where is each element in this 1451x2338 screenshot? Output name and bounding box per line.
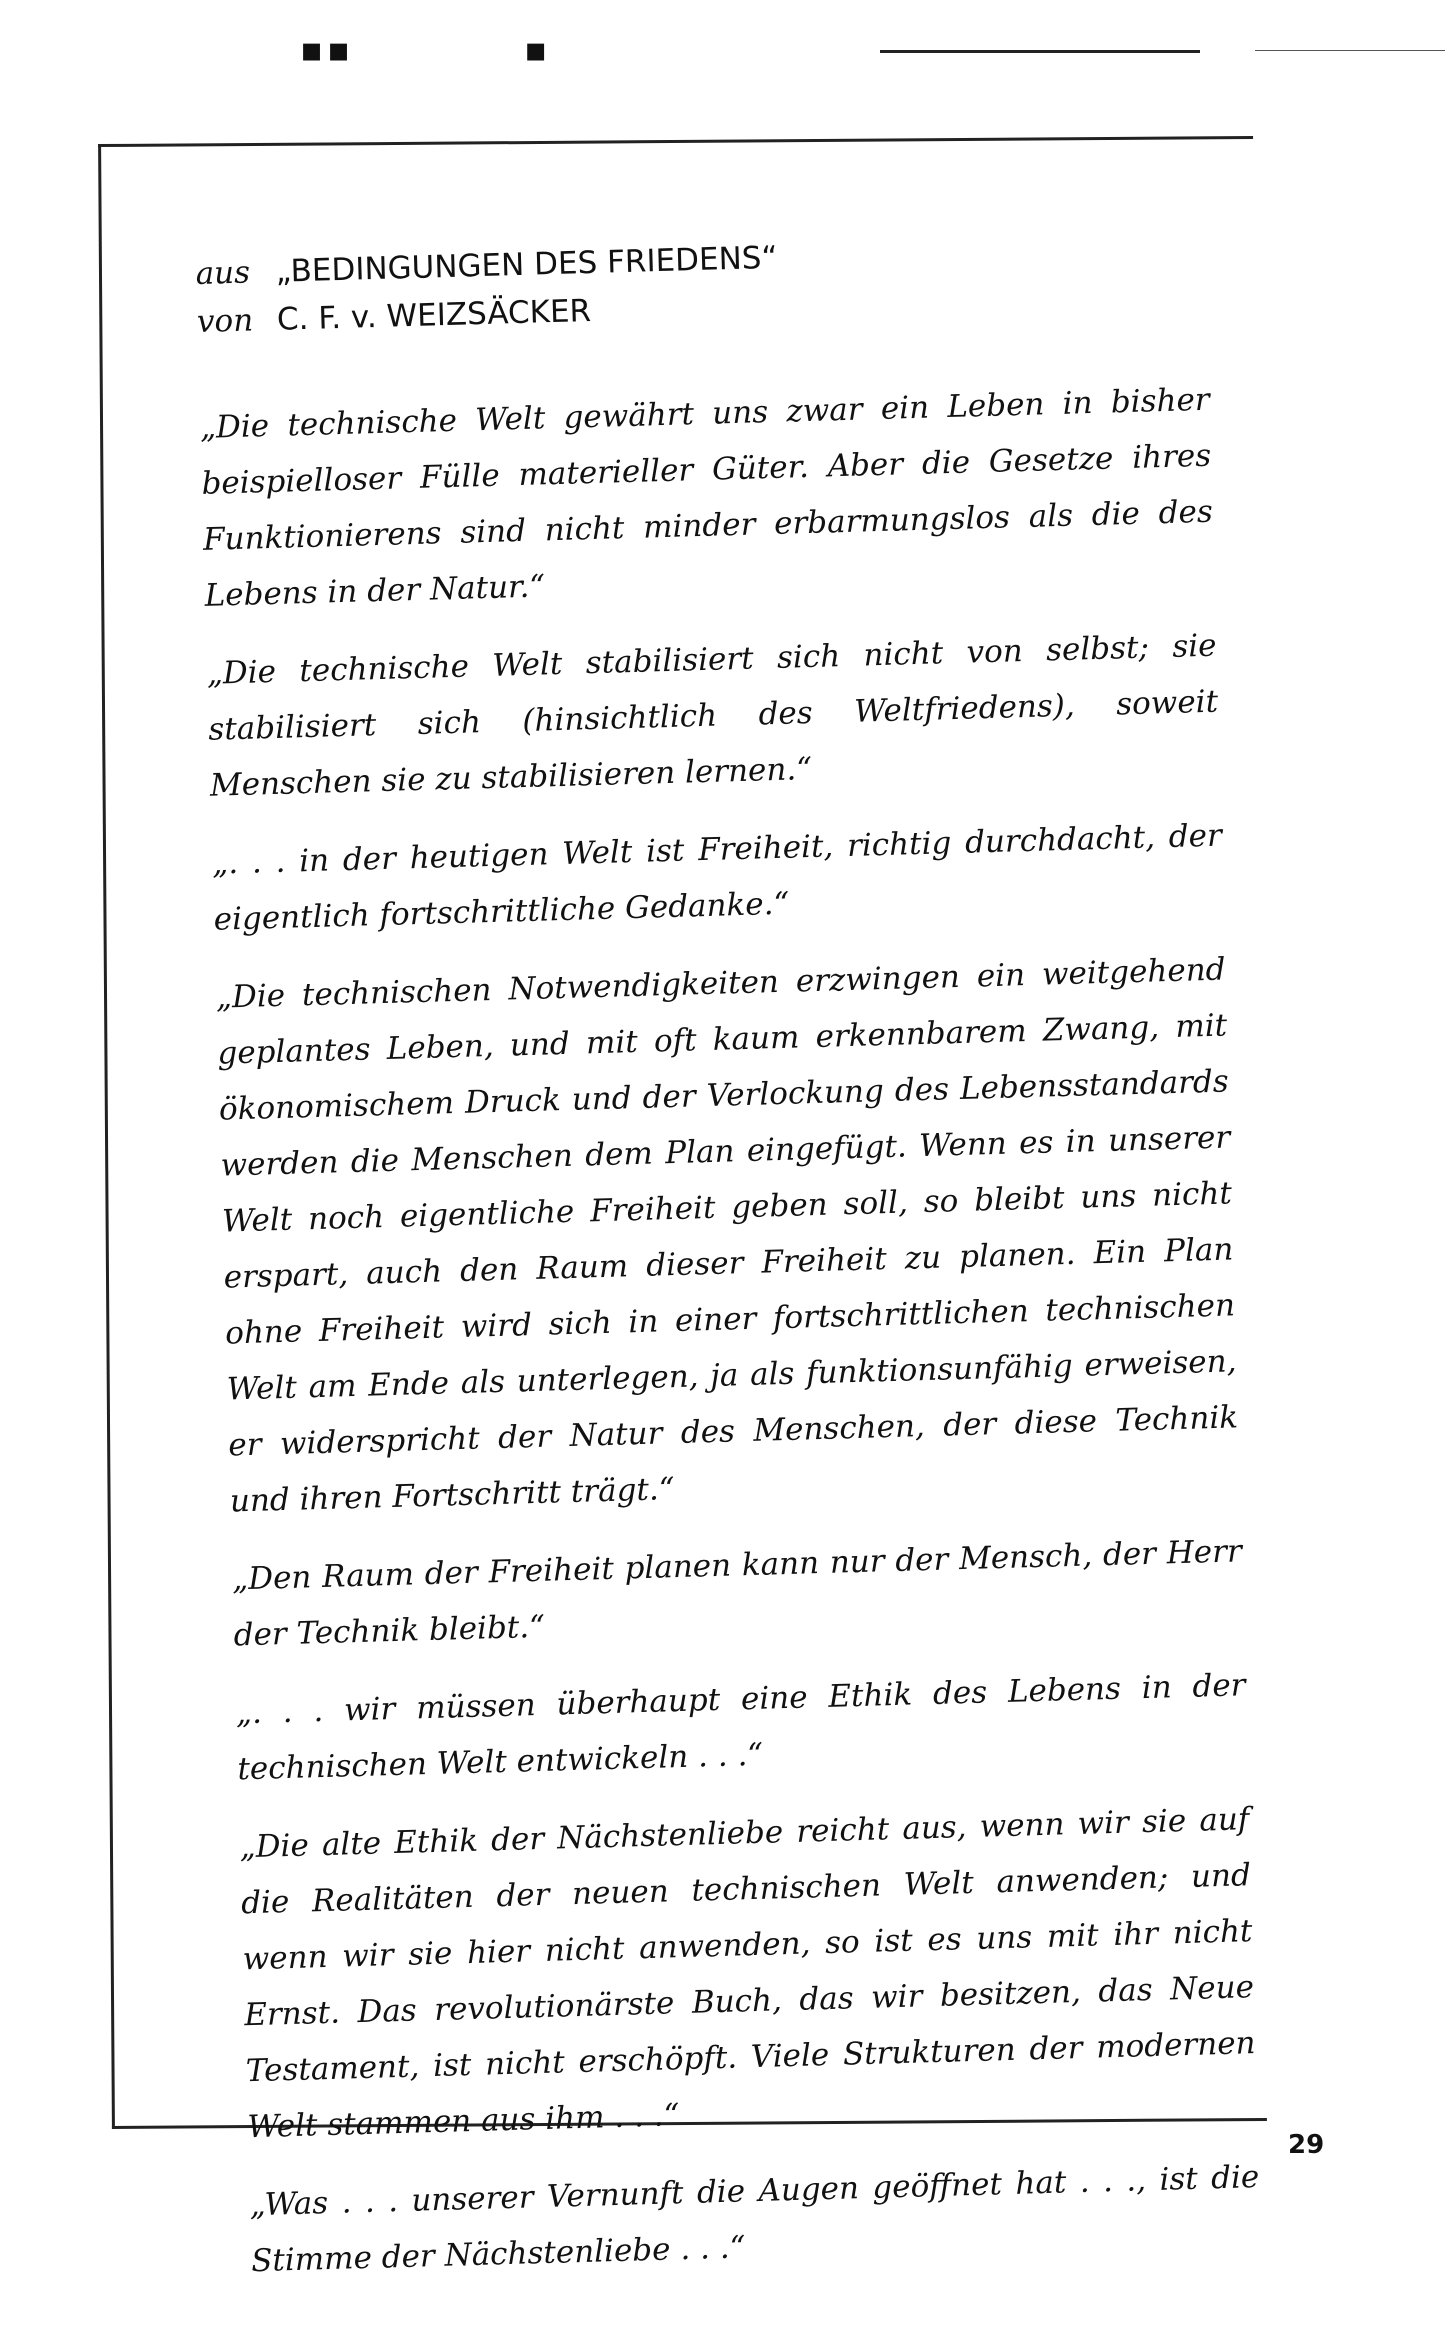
source-title: „BEDINGUNGEN DES FRIEDENS“ <box>275 239 778 290</box>
page-number: 29 <box>1288 2130 1325 2160</box>
quote-paragraph: „. . . in der heutigen Welt ist Freiheit, richtig durchdacht, der eigentlich fortschrittliche Gedanke.“ <box>211 817 1223 938</box>
source-prefix: aus <box>195 254 251 292</box>
scan-artifacts: ▪▪ ▪ <box>300 30 552 70</box>
author-prefix: von <box>196 302 254 340</box>
scan-line <box>880 50 1200 53</box>
quote-paragraph: „Die technische Welt gewährt uns zwar ein Leben in bisher beispielloser Fülle materieller Güter. Aber die Gesetze ihres Funktionierens sind nicht minder erbarmungslos als die des Lebens in der Natur.“ <box>199 381 1214 614</box>
quote-page <box>195 222 1262 2311</box>
quote-paragraph: „Die technische Welt stabilisiert sich nicht von selbst; sie stabilisiert sich (hinsichtlich des Weltfriedens), soweit Menschen sie zu stabilisieren lernen.“ <box>206 627 1219 804</box>
quote-paragraph: „. . . wir müssen überhaupt eine Ethik des Lebens in der technischen Welt entwickeln . . .“ <box>235 1667 1246 1788</box>
scan-line <box>1255 50 1445 51</box>
quote-paragraph: „Die technischen Notwendigkeiten erzwingen ein weitgehend geplantes Leben, und mit oft kaum erkennbarem Zwang, mit ökonomischem Druck und der Verlockung des Lebensstandards werden die Menschen dem Plan eingefügt. Wenn es in unserer Welt noch eigentliche Freiheit geben soll, so bleibt uns nicht erspart, auch den Raum dieser Freiheit zu planen. Ein Plan ohne Freiheit wird sich in einer fortschrittlichen technischen Welt am Ende als unterlegen, ja als funktionsunfähig erweisen, er widerspricht der Natur des Menschen, der diese Technik und ihren Fortschritt trägt.“ <box>215 951 1239 1520</box>
quote-paragraph: „Was . . . unserer Vernunft die Augen geöffnet hat . . ., ist die Stimme der Nächstenliebe . . .“ <box>249 2159 1260 2280</box>
quote-paragraph: „Die alte Ethik der Nächstenliebe reicht aus, wenn wir sie auf die Realitäten der neuen technischen Welt anwenden; und wenn wir sie hier nicht anwenden, so ist es uns mit ihr nicht Ernst. Das revolutionärste Buch, das wir besitzen, das Neue Testament, ist nicht erschöpft. Viele Strukturen der modernen Welt stammen aus ihm . . .“ <box>239 1801 1256 2146</box>
author-name: C. F. v. WEIZSÄCKER <box>276 292 592 338</box>
quote-paragraph: „Den Raum der Freiheit planen kann nur der Mensch, der Herr der Technik bleibt.“ <box>231 1533 1243 1654</box>
